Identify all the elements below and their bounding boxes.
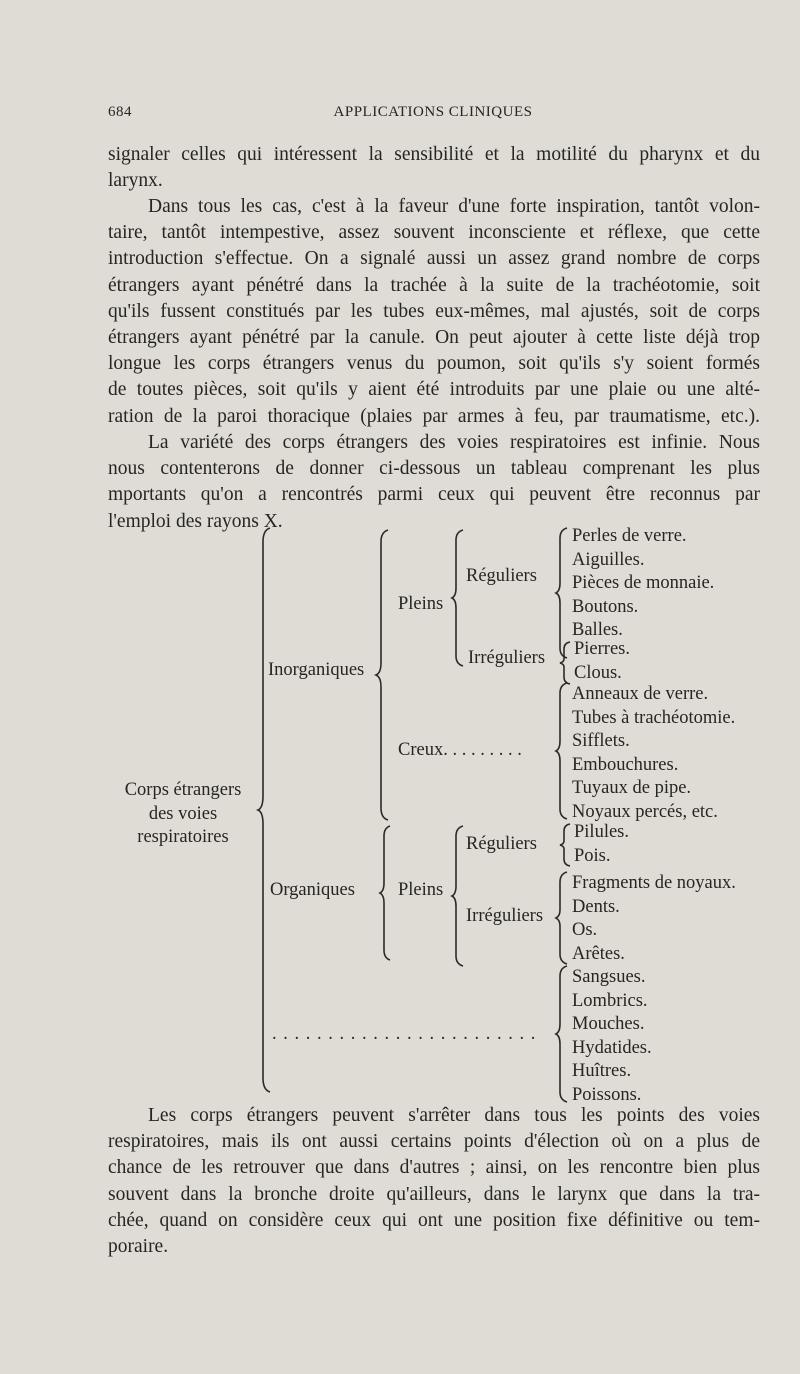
- page-number: 684: [108, 104, 132, 120]
- intro-paragraph: [108, 142, 760, 194]
- list-item: Tuyaux de pipe.: [572, 778, 692, 798]
- list-item: Aiguilles.: [572, 549, 645, 570]
- text-line: nous contenterons de donner ci-dessous un tableau comprenant les plus: [108, 458, 760, 480]
- text-line: de toutes pièces, soit qu'ils y aient été introduits par une plaie ou une alté-: [108, 379, 760, 401]
- list-item: Os.: [572, 920, 598, 940]
- inorganiques-reguliers-label: Réguliers: [466, 566, 537, 586]
- list-item: Perles de verre.: [572, 526, 687, 546]
- list-item: Sifflets.: [572, 731, 630, 751]
- organiques-reguliers-brace: [560, 824, 572, 866]
- list-item: Boutons.: [572, 596, 639, 617]
- organiques-irreguliers-list: [572, 872, 736, 966]
- text-line: chance de les retrouver que dans d'autres ; ainsi, on les rencontre bien plus: [108, 1157, 760, 1179]
- organiques-brace: [380, 826, 394, 960]
- inorganiques-label: Inorganiques: [268, 660, 365, 680]
- text-line: l'emploi des rayons X.: [108, 510, 283, 532]
- inorganiques-creux-brace: [556, 683, 570, 819]
- inorganiques-pleins-label: Pleins: [398, 594, 444, 614]
- list-item: Huîtres.: [572, 1061, 632, 1081]
- text-line: respiratoires, mais ils ont aussi certains points d'élection où on a plus de: [108, 1131, 760, 1153]
- organiques-living-brace: [556, 966, 570, 1102]
- inorganiques-reguliers-brace: [556, 528, 570, 658]
- root-label: [112, 779, 254, 850]
- inorganiques-brace: [376, 530, 392, 820]
- paragraph-2: [108, 430, 760, 535]
- list-item: Arêtes.: [572, 943, 625, 964]
- inorganiques-creux-list: [572, 683, 735, 824]
- organiques-reguliers-list: [574, 821, 629, 868]
- list-item: Mouches.: [572, 1014, 645, 1034]
- list-item: Pilules.: [574, 822, 629, 842]
- list-item: Fragments de noyaux.: [572, 873, 736, 893]
- list-item: Pièces de monnaie.: [572, 573, 715, 593]
- text-line: Les corps étrangers peuvent s'arrêter dans tous les points des voies: [148, 1105, 760, 1126]
- text-line: mportants qu'on a rencontrés parmi ceux qui peuvent être reconnus par: [108, 484, 760, 506]
- text-line: longue les corps étrangers venus du poumon, soit qu'ils s'y soient formés: [108, 353, 760, 375]
- organiques-pleins-brace: [452, 826, 466, 966]
- list-item: Poissons.: [572, 1084, 642, 1105]
- text-line: étrangers ayant pénétré dans la trachée à la suite de la trachéotomie, soit: [108, 274, 760, 296]
- list-item: Anneaux de verre.: [572, 684, 709, 704]
- list-item: Noyaux percés, etc.: [572, 801, 718, 822]
- organiques-irreguliers-brace: [556, 872, 570, 964]
- list-item: Embouchures.: [572, 754, 679, 775]
- text-line: étrangers ayant pénétré par la canule. On peut ajouter à cette liste déjà trop: [108, 327, 760, 349]
- text-line: introduction s'effectue. On a signalé aussi un assez grand nombre de corps: [108, 248, 760, 270]
- page-header: [108, 104, 758, 124]
- text-line: Dans tous les cas, c'est à la faveur d'une forte inspiration, tantôt volon-: [148, 196, 760, 217]
- text-line: La variété des corps étrangers des voies respiratoires est infinie. Nous: [148, 432, 760, 453]
- main-brace: [258, 528, 276, 1092]
- text-line: larynx.: [108, 170, 163, 192]
- organiques-pleins-label: Pleins: [398, 880, 444, 900]
- text-line: taire, tantôt intempestive, assez souvent inconsciente et réflexe, que cette: [108, 222, 760, 244]
- list-item: Hydatides.: [572, 1037, 652, 1058]
- inorganiques-pleins-brace: [452, 530, 466, 666]
- list-item: Pois.: [574, 845, 611, 866]
- inorganiques-creux-label: Creux. . . . . . . . .: [398, 740, 522, 760]
- list-item: Tubes à trachéotomie.: [572, 707, 736, 728]
- running-title: APPLICATIONS CLINIQUES: [333, 104, 533, 120]
- inorganiques-reguliers-list: [572, 525, 714, 643]
- organiques-reguliers-label: Réguliers: [466, 834, 537, 854]
- list-item: Dents.: [572, 896, 620, 917]
- root-label-line: des voies: [148, 803, 218, 824]
- organiques-label: Organiques: [270, 880, 355, 900]
- paragraph-1: [108, 194, 760, 430]
- text-line: poraire.: [108, 1236, 169, 1258]
- list-item: Sangsues.: [572, 967, 646, 987]
- list-item: Pierres.: [574, 639, 630, 659]
- text-line: souvent dans la bronche droite qu'ailleurs, dans le larynx que dans la tra-: [108, 1183, 760, 1205]
- text-line: qu'ils fussent constitués par les tubes eux-mêmes, mal ajustés, soit de corps: [108, 300, 760, 322]
- list-item: Lombrics.: [572, 990, 648, 1011]
- inorganiques-irreguliers-list: [574, 638, 630, 685]
- organiques-irreguliers-label: Irréguliers: [466, 906, 544, 926]
- list-item: Clous.: [574, 662, 622, 683]
- paragraph-3: [108, 1103, 760, 1260]
- organiques-living-list: [572, 966, 652, 1107]
- text-line: chée, quand on considère ceux qui ont une position fixe définitive ou tem-: [108, 1209, 760, 1231]
- list-item: Balles.: [572, 620, 623, 640]
- inorganiques-irreguliers-brace: [560, 642, 572, 684]
- root-label-line: respiratoires: [137, 827, 229, 847]
- text-line: ration de la paroi thoracique (plaies par armes à feu, par traumatisme, etc.).: [108, 405, 760, 427]
- inorganiques-irreguliers-label: Irréguliers: [468, 648, 546, 668]
- text-line: signaler celles qui intéressent la sensibilité et la motilité du pharynx et du: [108, 144, 760, 165]
- organiques-dots-leader: . . . . . . . . . . . . . . . . . . . . . . . .: [272, 1024, 537, 1044]
- root-label-line: Corps étrangers: [124, 780, 242, 800]
